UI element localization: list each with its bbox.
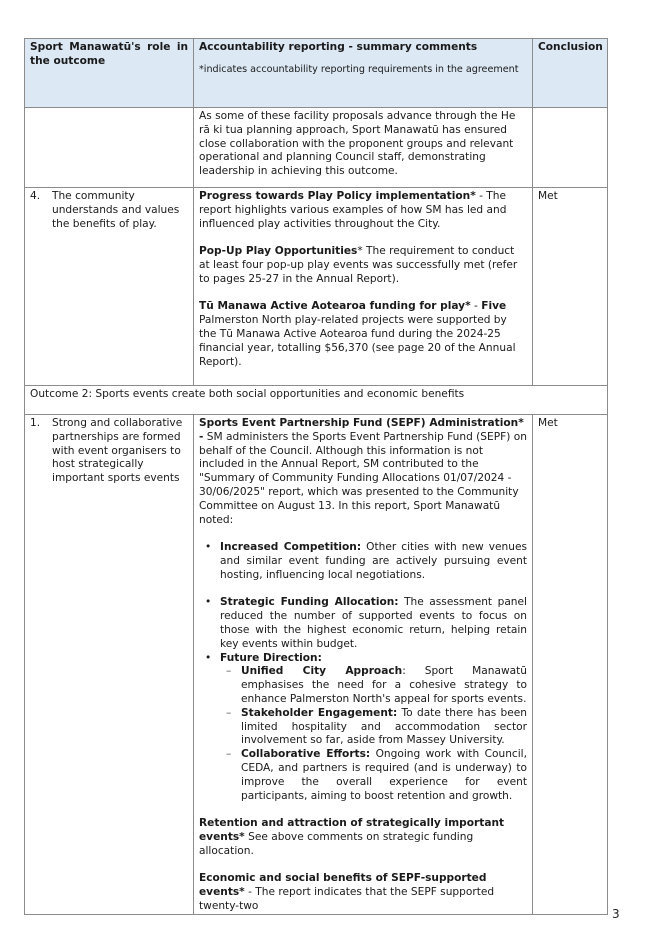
outcome-title: Outcome 2: Sports events create both social opportunities and economic benefits (25, 386, 608, 415)
role-text: Strong and collaborative partnerships are formed with event organisers to host strategically important sports events (52, 417, 183, 485)
header-conclusion: Conclusion (533, 39, 608, 108)
role-cell (25, 108, 194, 188)
table-header-row (25, 39, 608, 108)
table-row (25, 415, 608, 915)
bullet-item: • Strategic Funding Allocation: The assessment panel reduced the number of supported events to focus on those with the highest economic return, helping retain key events within budget. (199, 596, 527, 651)
conclusion-cell (533, 108, 608, 188)
bullet-item: • Future Direction: – Unified City Approach: Sport Manawatū emphasises the need for a cohesive strategy to enhance Palmerston North's appeal for sports events. – Stakeholder Engagement: To date there has been limited hospitality and accommodation sector involvement so far, aside from Massey University. – Collaborative Efforts: Ongoing work with Council, CEDA, and partners is required (and is underway) to improve the overall experience for event participants, aiming to boost retention and growth. (199, 652, 527, 804)
summary-cell (194, 188, 533, 386)
table-row (25, 188, 608, 386)
role-text: The community understands and values the benefits of play. (52, 190, 180, 230)
outcome-heading-row (25, 386, 608, 415)
summary-paragraph: Tū Manawa Active Aotearoa funding for play* - Five Palmerston North play-related projects were supported by the Tū Manawa Active Aotearoa fund during the 2024-25 financial year, totalling $56,370 (see page 20 of the Annual Report). (199, 300, 516, 368)
item-number: 1. (30, 417, 41, 429)
sub-bullet-item: – Stakeholder Engagement: To date there has been limited hospitality and accommodation sector involvement so far, aside from Massey University. (220, 707, 527, 748)
item-number: 4. (30, 190, 41, 202)
conclusion-cell: Met (533, 188, 608, 386)
summary-cell (194, 415, 533, 915)
sub-bullet-list (220, 665, 527, 803)
role-cell (25, 415, 194, 915)
summary-cell: As some of these facility proposals advance through the He rā ki tua planning approach, Sport Manawatū has ensured close collaboration with the proponent groups and relevant operational and planning Council staff, demonstrating leadership in achieving this outcome. (194, 108, 533, 188)
bullet-item: • Increased Competition: Other cities with new venues and similar event funding are actively pursuing event hosting, influencing local negotiations. (199, 541, 527, 582)
role-cell (25, 188, 194, 386)
header-summary-note: *indicates accountability reporting requirements in the agreement (199, 63, 519, 75)
accountability-table (24, 38, 608, 915)
summary-paragraph: Retention and attraction of strategically important events* See above comments on strategic funding allocation. (199, 817, 505, 857)
bullet-list (199, 541, 527, 803)
summary-paragraph: Pop-Up Play Opportunities* The requirement to conduct at least four pop-up play events was successfully met (refer to pages 25-27 in the Annual Report). (199, 245, 518, 285)
page-number: 3 (612, 907, 620, 921)
header-summary: Accountability reporting - summary comments *indicates accountability reporting requirements in the agreement (194, 39, 533, 108)
sub-bullet-item: – Collaborative Efforts: Ongoing work with Council, CEDA, and partners is required (and is underway) to improve the overall experience for event participants, aiming to boost retention and growth. (220, 748, 527, 803)
summary-paragraph: Progress towards Play Policy implementation* - The report highlights various examples of how SM has led and influenced play activities throughout the City. (199, 190, 507, 230)
header-role: Sport Manawatū's role in the outcome (25, 39, 194, 108)
summary-paragraph: Sports Event Partnership Fund (SEPF) Administration* - SM administers the Sports Event Partnership Fund (SEPF) on behalf of the Council. Although this information is not included in the Annual Report, SM contributed to the "Summary of Community Funding Allocations 01/07/2024 - 30/06/2025" report, which was presented to the Community Committee on August 13. In this report, Sport Manawatū noted: (199, 417, 527, 526)
summary-paragraph: Economic and social benefits of SEPF-supported events* - The report indicates that the SEPF supported twenty-two (199, 872, 495, 912)
table-row (25, 108, 608, 188)
sub-bullet-item: – Unified City Approach: Sport Manawatū emphasises the need for a cohesive strategy to enhance Palmerston North's appeal for sports events. (220, 665, 527, 706)
conclusion-cell: Met (533, 415, 608, 915)
